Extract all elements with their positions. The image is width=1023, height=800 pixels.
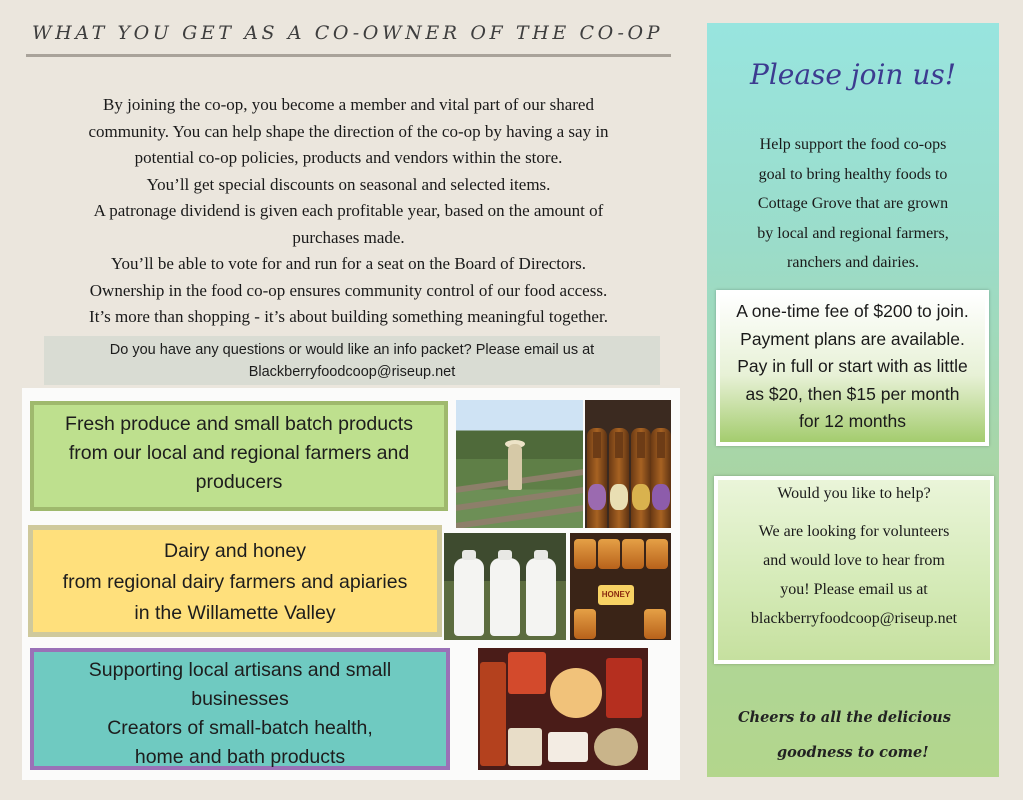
intro-line: Ownership in the food co-op ensures community control of our food access. <box>89 280 608 300</box>
volunteer-title: Would you like to help? <box>777 485 931 502</box>
feature-artisans <box>30 648 450 770</box>
milk-bottles-photo <box>444 533 566 640</box>
feature-line: producers <box>195 471 283 493</box>
honey-sign: HONEY <box>598 585 634 605</box>
join-line: ranchers and dairies. <box>787 254 919 271</box>
product-bottle <box>480 662 506 766</box>
join-line: Cottage Grove that are grown <box>757 195 949 212</box>
intro-line: potential co-op policies, products and vendors within the store. <box>134 148 563 167</box>
feature-line: Dairy and honey <box>163 540 306 562</box>
join-line: goal to bring healthy foods to <box>758 165 948 183</box>
honey-jar <box>644 609 666 639</box>
bottle <box>587 428 607 528</box>
product-tin <box>594 728 638 766</box>
fee-line: A one-time fee of $200 to join. <box>736 301 969 321</box>
intro-line: You’ll be able to vote for and run for a seat on the Board of Directors. <box>110 254 587 273</box>
cheers-line: goodness to come! <box>777 744 929 761</box>
milk-bottle <box>526 558 556 636</box>
product-box <box>606 658 642 718</box>
intro-line: You’ll get special discounts on seasonal and selected items. <box>146 174 551 194</box>
feature-dairy-honey <box>28 525 442 637</box>
milk-bottle <box>490 558 520 636</box>
honey-jars-photo <box>570 533 671 640</box>
fee-line: Pay in full or start with as little <box>737 356 968 376</box>
honey-jar <box>574 609 596 639</box>
join-line: by local and regional farmers, <box>757 224 949 242</box>
contact-box <box>44 336 660 385</box>
fee-line: for 12 months <box>799 411 906 431</box>
contact-email-link[interactable]: Blackberryfoodcoop@riseup.net <box>248 364 456 380</box>
product-jar <box>508 652 546 694</box>
intro-line: By joining the co-op, you become a member and vital part of our shared <box>103 95 594 114</box>
join-line: Help support the food co-ops <box>759 136 947 153</box>
bottle <box>631 428 651 528</box>
intro-text <box>26 92 671 331</box>
page-title: WHAT YOU GET AS A CO-OWNER OF THE CO-OP <box>26 22 671 57</box>
volunteer-line: and would love to hear from <box>763 552 945 569</box>
join-text <box>707 130 999 278</box>
volunteer-box <box>714 476 994 664</box>
feature-line: Supporting local artisans and small <box>88 659 392 681</box>
farmer-figure <box>508 444 522 490</box>
intro-line: purchases made. <box>292 227 405 247</box>
feature-line: home and bath products <box>134 746 346 768</box>
honey-jar <box>574 539 596 569</box>
feature-line: Fresh produce and small batch products <box>65 413 413 435</box>
bottles-photo <box>585 400 671 528</box>
feature-produce <box>30 401 448 511</box>
crop-row <box>456 505 583 528</box>
honey-jar <box>598 539 620 569</box>
intro-line: community. You can help shape the direction of the co-op by having a say in <box>88 121 609 141</box>
product-label <box>548 732 588 762</box>
feature-line: from regional dairy farmers and apiaries <box>62 571 408 593</box>
feature-line: Creators of small-batch health, <box>107 717 373 739</box>
feature-line: from our local and regional farmers and <box>68 442 410 464</box>
fee-box <box>716 290 989 446</box>
contact-question: Do you have any questions or would like an info packet? Please email us at <box>109 342 595 358</box>
honey-jar <box>622 539 644 569</box>
feature-line: in the Willamette Valley <box>134 602 336 624</box>
honey-jar <box>646 539 668 569</box>
artisan-products-photo <box>478 648 648 770</box>
volunteer-email-link[interactable]: blackberryfoodcoop@riseup.net <box>750 610 958 627</box>
volunteer-text <box>718 517 990 633</box>
product-soap <box>550 668 602 718</box>
join-title: Please join us! <box>750 58 956 91</box>
intro-line: It’s more than shopping - it’s about building something meaningful together. <box>89 307 608 326</box>
cheers-text <box>707 700 999 770</box>
farm-photo <box>456 400 583 528</box>
volunteer-line: you! Please email us at <box>780 581 928 598</box>
feature-line: businesses <box>191 688 289 710</box>
product-tin <box>508 728 542 766</box>
bottle <box>651 428 671 528</box>
intro-line: A patronage dividend is given each profitable year, based on the amount of <box>93 201 604 220</box>
cheers-line: Cheers to all the delicious <box>738 709 951 726</box>
fee-line: Payment plans are available. <box>740 328 965 349</box>
bottle <box>609 428 629 528</box>
milk-bottle <box>454 558 484 636</box>
volunteer-line: We are looking for volunteers <box>758 523 950 540</box>
fee-line: as $20, then $15 per month <box>745 383 960 404</box>
